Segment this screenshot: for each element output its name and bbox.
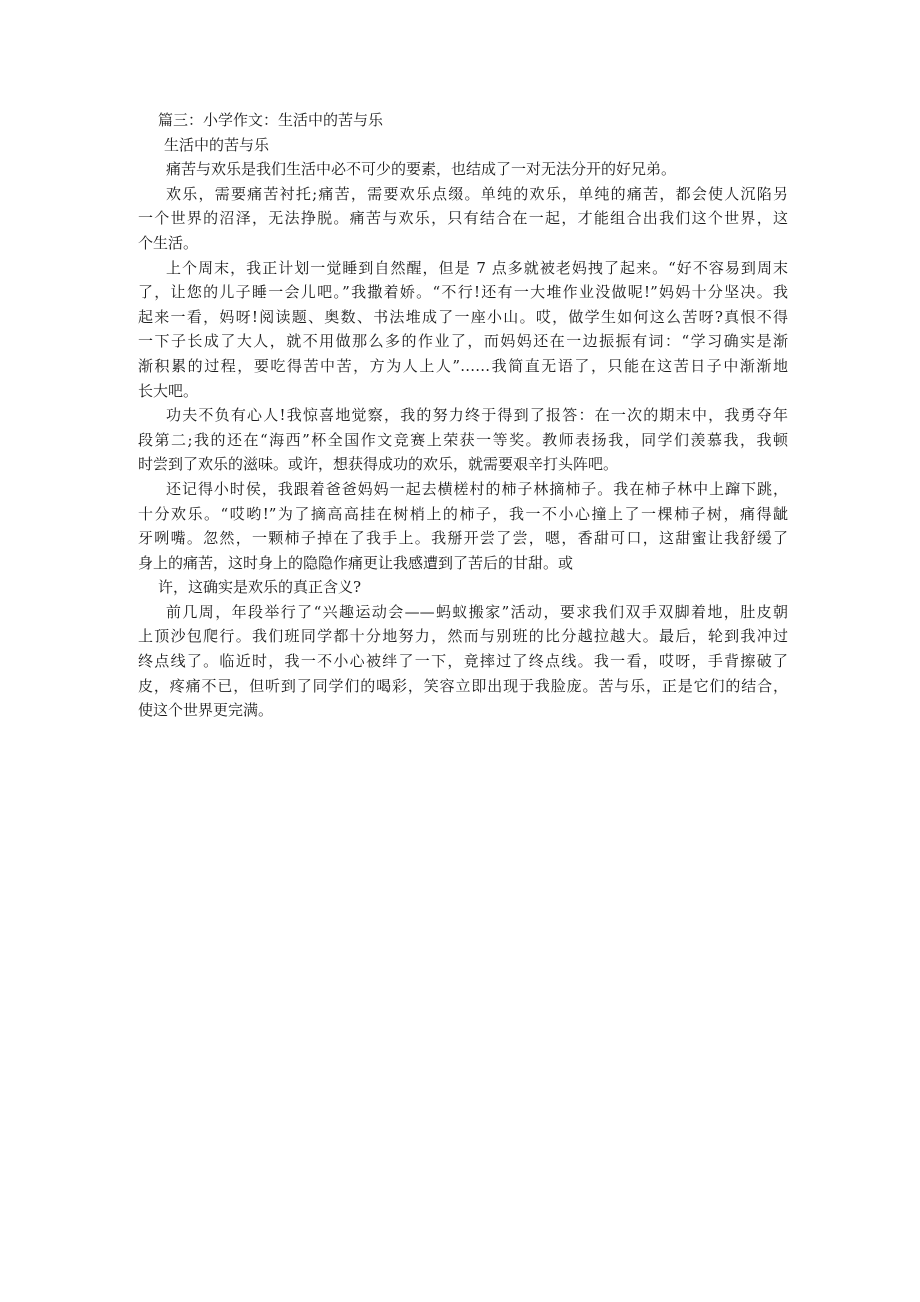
paragraph-line: 渐积累的过程，要吃得苦中苦，方为人上人”……我简直无语了，只能在这苦日子中渐渐地 [138,356,788,375]
paragraph-line: 时尝到了欢乐的滋味。或许，想获得成功的欢乐，就需要艰辛打头阵吧。 [138,455,619,474]
section-heading: 篇三：小学作文：生活中的苦与乐 [158,111,384,129]
paragraph [138,256,788,404]
document-body [138,108,788,723]
paragraph [138,157,788,182]
paragraph-line: 个生活。 [138,233,199,252]
paragraph-line: 终点线了。临近时，我一不小心被绊了一下，竟摔过了终点线。我一看，哎呀，手背擦破了 [138,652,788,671]
paragraph-line: 十分欢乐。“哎哟!”为了摘高高挂在树梢上的柿子，我一不小心撞上了一棵柿子树，痛得龇 [138,504,788,523]
paragraph [138,477,788,575]
paragraph-line: 身上的痛苦，这时身上的隐隐作痛更让我感遭到了苦后的甘甜。或 [138,553,574,572]
paragraph-line: 一下子长成了大人，就不用做那么多的作业了，而妈妈还在一边振振有词：“学习确实是渐 [138,332,788,351]
paragraph-line: 长大吧。 [138,381,199,400]
paragraph-line: 了，让您的儿子睡一会儿吧。”我撒着娇。“不行!还有一大堆作业没做呢!”妈妈十分坚决。我 [138,283,788,302]
paragraph [138,575,788,600]
paragraph-line: 起来一看，妈呀!阅读题、奥数、书法堆成了一座小山。哎，做学生如何这么苦呀?真恨不得 [138,307,788,326]
paragraph [138,403,788,477]
paragraph-line: 欢乐，需要痛苦衬托;痛苦，需要欢乐点缀。单纯的欢乐，单纯的痛苦，都会使人沉陷另 [166,184,788,203]
paragraph [138,600,788,723]
paragraph-line: 牙咧嘴。忽然，一颗柿子掉在了我手上。我掰开尝了尝，嗯，香甜可口，这甜蜜让我舒缓了 [138,529,788,548]
paragraph-line: 还记得小时侯，我跟着爸爸妈妈一起去横槎村的柿子林摘柿子。我在柿子林中上蹿下跳， [166,479,788,498]
paragraph-line: 段第二;我的还在“海西”杯全国作文竞赛上荣获一等奖。教师表扬我，同学们羡慕我，我顿 [138,430,788,449]
paragraph [138,182,788,256]
paragraph-line: 许，这确实是欢乐的真正含义? [158,578,362,597]
essay-title: 生活中的苦与乐 [164,135,270,154]
paragraph-line: 一个世界的沼泽，无法挣脱。痛苦与欢乐，只有结合在一起，才能组合出我们这个世界，这 [138,209,788,228]
paragraph-line: 上顶沙包爬行。我们班同学都十分地努力，然而与别班的比分越拉越大。最后，轮到我冲过 [138,627,788,646]
paragraph-line: 使这个世界更完满。 [138,701,274,720]
paragraph-line: 功夫不负有心人!我惊喜地觉察，我的努力终于得到了报答：在一次的期末中，我勇夺年 [166,406,788,425]
paragraph-line: 前几周，年段举行了“兴趣运动会——蚂蚁搬家”活动，要求我们双手双脚着地，肚皮朝 [166,602,788,621]
paragraph-line: 痛苦与欢乐是我们生活中必不可少的要素，也结成了一对无法分开的好兄弟。 [166,160,677,179]
paragraph-line: 上个周末，我正计划一觉睡到自然醒，但是 7 点多就被老妈拽了起来。“好不容易到周末 [166,258,788,277]
paragraph-line: 皮，疼痛不已，但听到了同学们的喝彩，笑容立即出现于我脸庞。苦与乐，正是它们的结合， [138,676,788,695]
